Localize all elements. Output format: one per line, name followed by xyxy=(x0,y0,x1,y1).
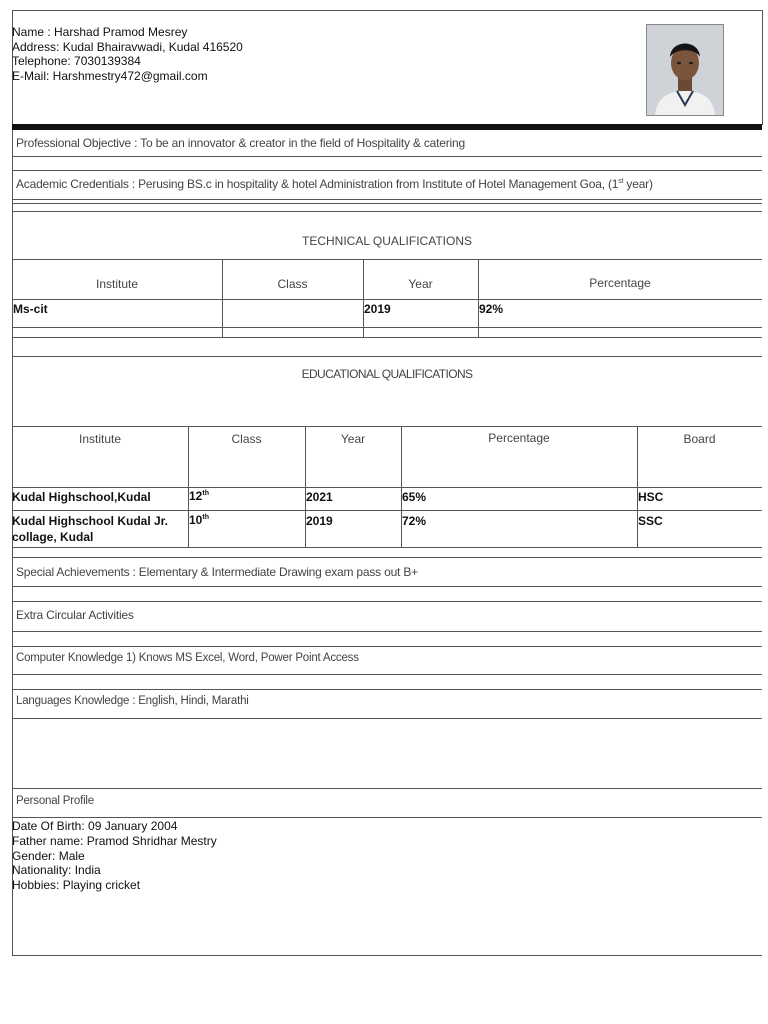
frame-left xyxy=(12,10,13,956)
father-name: Father name: Pramod Shridhar Mestry xyxy=(12,834,217,848)
frame-top xyxy=(12,10,762,11)
divider xyxy=(12,156,762,157)
resume-name: Name : Harshad Pramod Mesrey xyxy=(12,25,188,39)
extra-circular-activities: Extra Circular Activities xyxy=(16,608,134,622)
profile-photo xyxy=(646,24,724,116)
edu-row1-class-value: 12 xyxy=(189,489,203,503)
divider xyxy=(12,510,762,511)
divider xyxy=(12,631,762,632)
tech-header-institute: Institute xyxy=(95,277,139,291)
tech-header-percentage: Percentage xyxy=(589,276,651,290)
tech-cell-percentage: 92% xyxy=(479,302,504,316)
divider xyxy=(12,674,762,675)
educational-title: EDUCATIONAL QUALIFICATIONS xyxy=(301,367,473,381)
divider xyxy=(12,547,762,548)
divider xyxy=(12,259,762,260)
divider xyxy=(12,646,762,647)
divider xyxy=(12,426,762,427)
tech-cell-year: 2019 xyxy=(364,302,391,316)
frame-right xyxy=(762,10,763,125)
edu-row2-institute-line2: collage, Kudal xyxy=(12,530,94,544)
date-of-birth: Date Of Birth: 09 January 2004 xyxy=(12,819,178,833)
divider xyxy=(12,211,762,212)
divider xyxy=(12,337,762,338)
professional-objective: Professional Objective : To be an innovator & creator in the field of Hospitality & catering xyxy=(16,136,465,150)
technical-title: TECHNICAL QUALIFICATIONS xyxy=(301,234,473,248)
edu-header-percentage: Percentage xyxy=(488,431,550,445)
languages-knowledge: Languages Knowledge : English, Hindi, Marathi xyxy=(16,695,249,707)
edu-row2-board: SSC xyxy=(638,514,663,528)
resume-email: E-Mail: Harshmestry472@gmail.com xyxy=(12,69,208,83)
gender: Gender: Male xyxy=(12,849,85,863)
resume-address: Address: Kudal Bhairavwadi, Kudal 416520 xyxy=(12,40,243,54)
tech-col-line xyxy=(222,259,223,337)
divider xyxy=(12,817,762,818)
nationality: Nationality: India xyxy=(12,863,101,877)
divider xyxy=(12,170,762,171)
divider xyxy=(12,199,762,200)
edu-row2-class-value: 10 xyxy=(189,513,203,527)
edu-row2-class-sup: th xyxy=(202,514,209,521)
divider xyxy=(12,487,762,488)
divider xyxy=(12,557,762,558)
divider xyxy=(12,356,762,357)
edu-row1-class-sup: th xyxy=(202,490,209,497)
edu-row1-board: HSC xyxy=(638,490,664,504)
divider xyxy=(12,788,762,789)
computer-knowledge: Computer Knowledge 1) Knows MS Excel, Word, Power Point Access xyxy=(16,652,359,664)
divider xyxy=(12,718,762,719)
divider xyxy=(12,601,762,602)
tech-header-class: Class xyxy=(277,277,308,291)
academic-credentials xyxy=(16,177,653,191)
edu-header-institute: Institute xyxy=(78,432,122,446)
edu-row1-class xyxy=(189,489,209,503)
edu-row2-year: 2019 xyxy=(306,514,333,528)
edu-header-class: Class xyxy=(231,432,262,446)
tech-col-line xyxy=(478,259,479,337)
tech-cell-institute: Ms-cit xyxy=(13,302,48,316)
academic-text: Academic Credentials : Perusing BS.c in hospitality & hotel Administration from Institute of Hotel Management Goa, (1 xyxy=(16,177,619,191)
divider xyxy=(12,586,762,587)
divider xyxy=(12,327,762,328)
edu-row1-percentage: 65% xyxy=(402,490,427,504)
edu-row2-class xyxy=(189,513,209,527)
edu-row1-institute: Kudal Highschool,Kudal xyxy=(12,490,151,504)
resume-telephone: Telephone: 7030139384 xyxy=(12,54,141,68)
edu-row2-percentage: 72% xyxy=(402,514,427,528)
special-achievements: Special Achievements : Elementary & Intermediate Drawing exam pass out B+ xyxy=(16,565,418,579)
divider xyxy=(12,689,762,690)
academic-tail: year) xyxy=(623,177,653,191)
tech-col-line xyxy=(363,259,364,337)
edu-header-board: Board xyxy=(683,432,716,446)
hobbies: Hobbies: Playing cricket xyxy=(12,878,141,892)
header-divider xyxy=(12,124,762,130)
frame-bottom xyxy=(12,955,762,956)
academic-sup: st xyxy=(618,178,624,185)
edu-row2-institute-line1: Kudal Highschool Kudal Jr. xyxy=(12,514,169,528)
edu-header-year: Year xyxy=(340,432,366,446)
divider xyxy=(12,203,762,204)
edu-row1-year: 2021 xyxy=(306,490,333,504)
personal-profile-title: Personal Profile xyxy=(16,795,94,807)
tech-header-year: Year xyxy=(408,277,433,291)
divider xyxy=(12,299,762,300)
